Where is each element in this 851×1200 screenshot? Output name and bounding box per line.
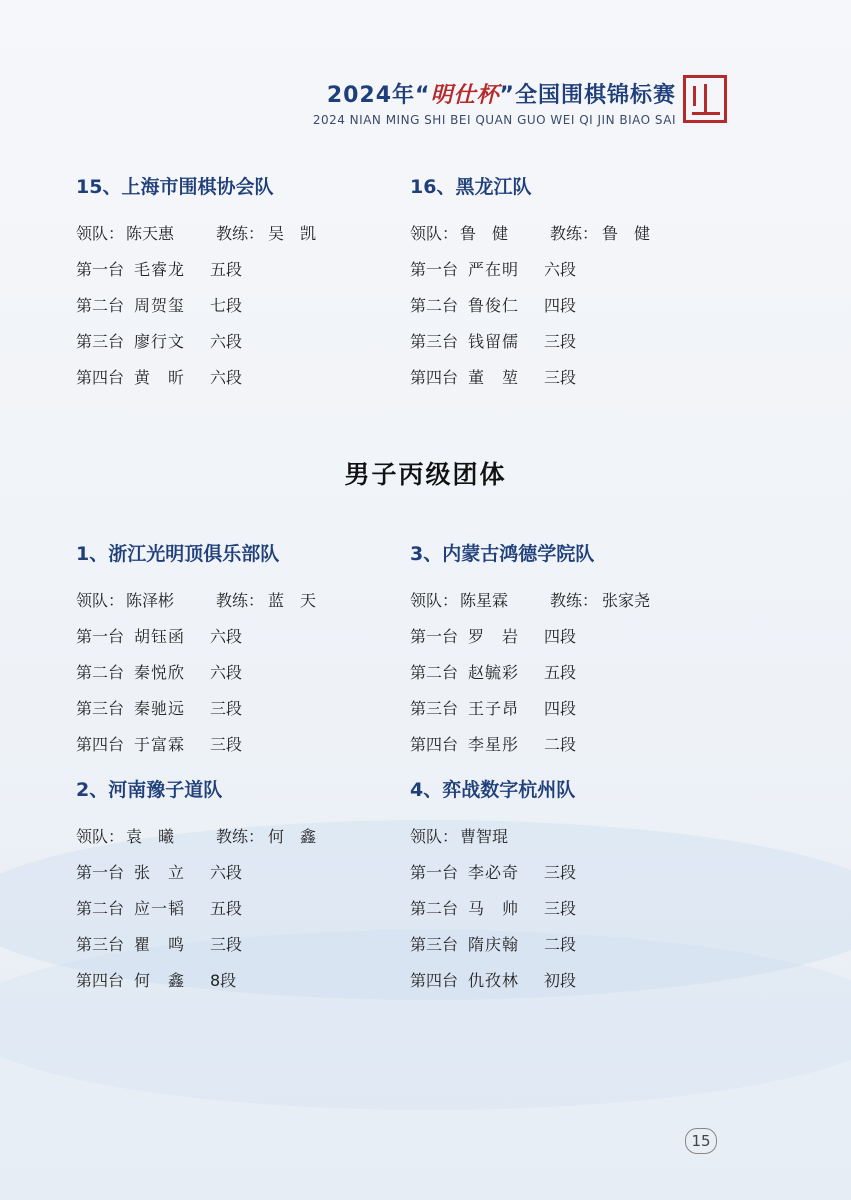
player-name: 于富霖 [134,735,186,754]
team-block [76,539,316,768]
board-row [410,732,650,768]
player-name: 廖行文 [134,332,186,351]
team-staff-row [76,588,316,624]
header-title [313,78,676,109]
team-staff-row [76,221,316,257]
board-label: 第四台 [410,368,459,387]
board-label: 第一台 [76,627,125,646]
player-rank: 三段 [210,699,243,718]
header-title-suffix: ”全国围棋锦标赛 [499,83,676,108]
board-label: 第一台 [76,863,125,882]
player-rank: 三段 [210,935,243,954]
player-rank: 六段 [210,663,243,682]
team-name: 1、浙江光明顶俱乐部队 [76,543,280,565]
player-rank: 五段 [210,260,243,279]
board-row [410,696,650,732]
board-label: 第二台 [76,899,125,918]
player-rank: 四段 [544,627,577,646]
player-name: 毛睿龙 [134,260,186,279]
board-label: 第三台 [410,332,459,351]
player-rank: 三段 [544,368,577,387]
coach-label: 教练： [216,591,265,610]
player-name: 秦悦欣 [134,663,186,682]
player-rank: 初段 [544,971,577,990]
player-rank: 四段 [544,699,577,718]
board-label: 第三台 [410,935,459,954]
player-name: 鲁俊仁 [468,296,520,315]
team-name: 16、黑龙江队 [410,176,532,198]
leader-label: 领队： [76,224,125,243]
team-name: 15、上海市围棋协会队 [76,176,274,198]
player-rank: 六段 [210,863,243,882]
player-name: 隋庆翰 [468,935,520,954]
player-name: 严在明 [468,260,520,279]
board-label: 第二台 [76,663,125,682]
player-name: 罗 岩 [468,627,520,646]
leader-label: 领队： [76,827,125,846]
page-header [313,78,676,127]
team-name: 2、河南豫子道队 [76,779,223,801]
coach-name: 鲁 健 [602,224,651,243]
leader-name: 袁 曦 [126,827,175,846]
board-label: 第三台 [410,699,459,718]
team-name: 4、弈战数字杭州队 [410,779,576,801]
team-name: 3、内蒙古鸿德学院队 [410,543,595,565]
header-title-cup: 明仕杯 [430,82,500,108]
board-row [410,257,650,293]
board-label: 第三台 [76,699,125,718]
team-staff-row [410,221,650,257]
board-row [76,732,316,768]
player-name: 王子昂 [468,699,520,718]
header-subtitle: 2024 NIAN MING SHI BEI QUAN GUO WEI QI JIN BIAO SAI [312,113,676,127]
player-name: 瞿 鸣 [134,935,186,954]
board-label: 第二台 [410,899,459,918]
player-name: 何 鑫 [134,971,186,990]
board-row [76,660,316,696]
board-label: 第一台 [410,260,459,279]
board-label: 第四台 [76,368,125,387]
player-name: 胡钰函 [134,627,186,646]
player-name: 钱留儒 [468,332,520,351]
board-row [410,624,650,660]
player-name: 李星彤 [468,735,520,754]
player-name: 赵毓彩 [468,663,520,682]
coach-name: 蓝 天 [268,591,317,610]
board-row [76,968,316,1004]
leader-label: 领队： [76,591,125,610]
coach-label: 教练： [550,224,599,243]
player-rank: 六段 [544,260,577,279]
leader-name: 鲁 健 [460,224,509,243]
team-staff-row [410,824,604,860]
board-row [410,365,650,401]
player-rank: 8段 [210,971,237,990]
player-rank: 二段 [544,735,577,754]
team-block [410,172,650,401]
player-name: 董 堃 [468,368,520,387]
coach-label: 教练： [216,224,265,243]
board-label: 第二台 [76,296,125,315]
board-label: 第四台 [410,971,459,990]
board-row [410,293,650,329]
board-label: 第一台 [76,260,125,279]
player-rank: 七段 [210,296,243,315]
coach-label: 教练： [216,827,265,846]
board-label: 第四台 [76,971,125,990]
player-name: 马 帅 [468,899,520,918]
board-row [76,860,316,896]
board-label: 第一台 [410,627,459,646]
board-label: 第四台 [410,735,459,754]
player-name: 仇孜林 [468,971,520,990]
coach-label: 教练： [550,591,599,610]
leader-label: 领队： [410,827,459,846]
header-title-prefix: 2024年“ [326,83,431,108]
leader-label: 领队： [410,591,459,610]
board-row [76,896,316,932]
team-staff-row [410,588,650,624]
board-row [410,860,604,896]
board-row [76,365,316,401]
player-rank: 四段 [544,296,577,315]
board-row [410,896,604,932]
coach-name: 张家尧 [602,591,651,610]
leader-name: 陈星霖 [460,591,509,610]
player-name: 李必奇 [468,863,520,882]
leader-name: 曹智琨 [460,827,509,846]
board-row [76,696,316,732]
board-label: 第二台 [410,296,459,315]
player-rank: 六段 [210,332,243,351]
player-rank: 六段 [210,368,243,387]
player-rank: 三段 [544,332,577,351]
board-row [76,932,316,968]
player-rank: 五段 [210,899,243,918]
leader-name: 陈泽彬 [126,591,175,610]
player-rank: 三段 [544,899,577,918]
board-row [76,329,316,365]
player-name: 应一韬 [134,899,186,918]
player-rank: 三段 [210,735,243,754]
board-label: 第四台 [76,735,125,754]
player-rank: 六段 [210,627,243,646]
board-label: 第三台 [76,935,125,954]
player-name: 张 立 [134,863,186,882]
team-block [410,539,650,768]
tournament-logo [683,75,727,123]
board-row [76,257,316,293]
section-title: 男子丙级团体 [344,460,507,489]
team-block [410,775,604,1004]
team-staff-row [76,824,316,860]
coach-name: 吴 凯 [268,224,317,243]
board-row [410,932,604,968]
team-block [76,172,316,401]
player-name: 周贺玺 [134,296,186,315]
board-row [76,293,316,329]
leader-name: 陈天惠 [126,224,175,243]
board-row [410,329,650,365]
board-label: 第三台 [76,332,125,351]
leader-label: 领队： [410,224,459,243]
board-row [410,660,650,696]
player-rank: 三段 [544,863,577,882]
team-block [76,775,316,1004]
coach-name: 何 鑫 [268,827,317,846]
board-row [76,624,316,660]
board-row [410,968,604,1004]
board-label: 第二台 [410,663,459,682]
player-rank: 二段 [544,935,577,954]
player-name: 秦驰远 [134,699,186,718]
player-name: 黄 昕 [134,368,186,387]
page-number: 15 [685,1128,717,1154]
player-rank: 五段 [544,663,577,682]
board-label: 第一台 [410,863,459,882]
